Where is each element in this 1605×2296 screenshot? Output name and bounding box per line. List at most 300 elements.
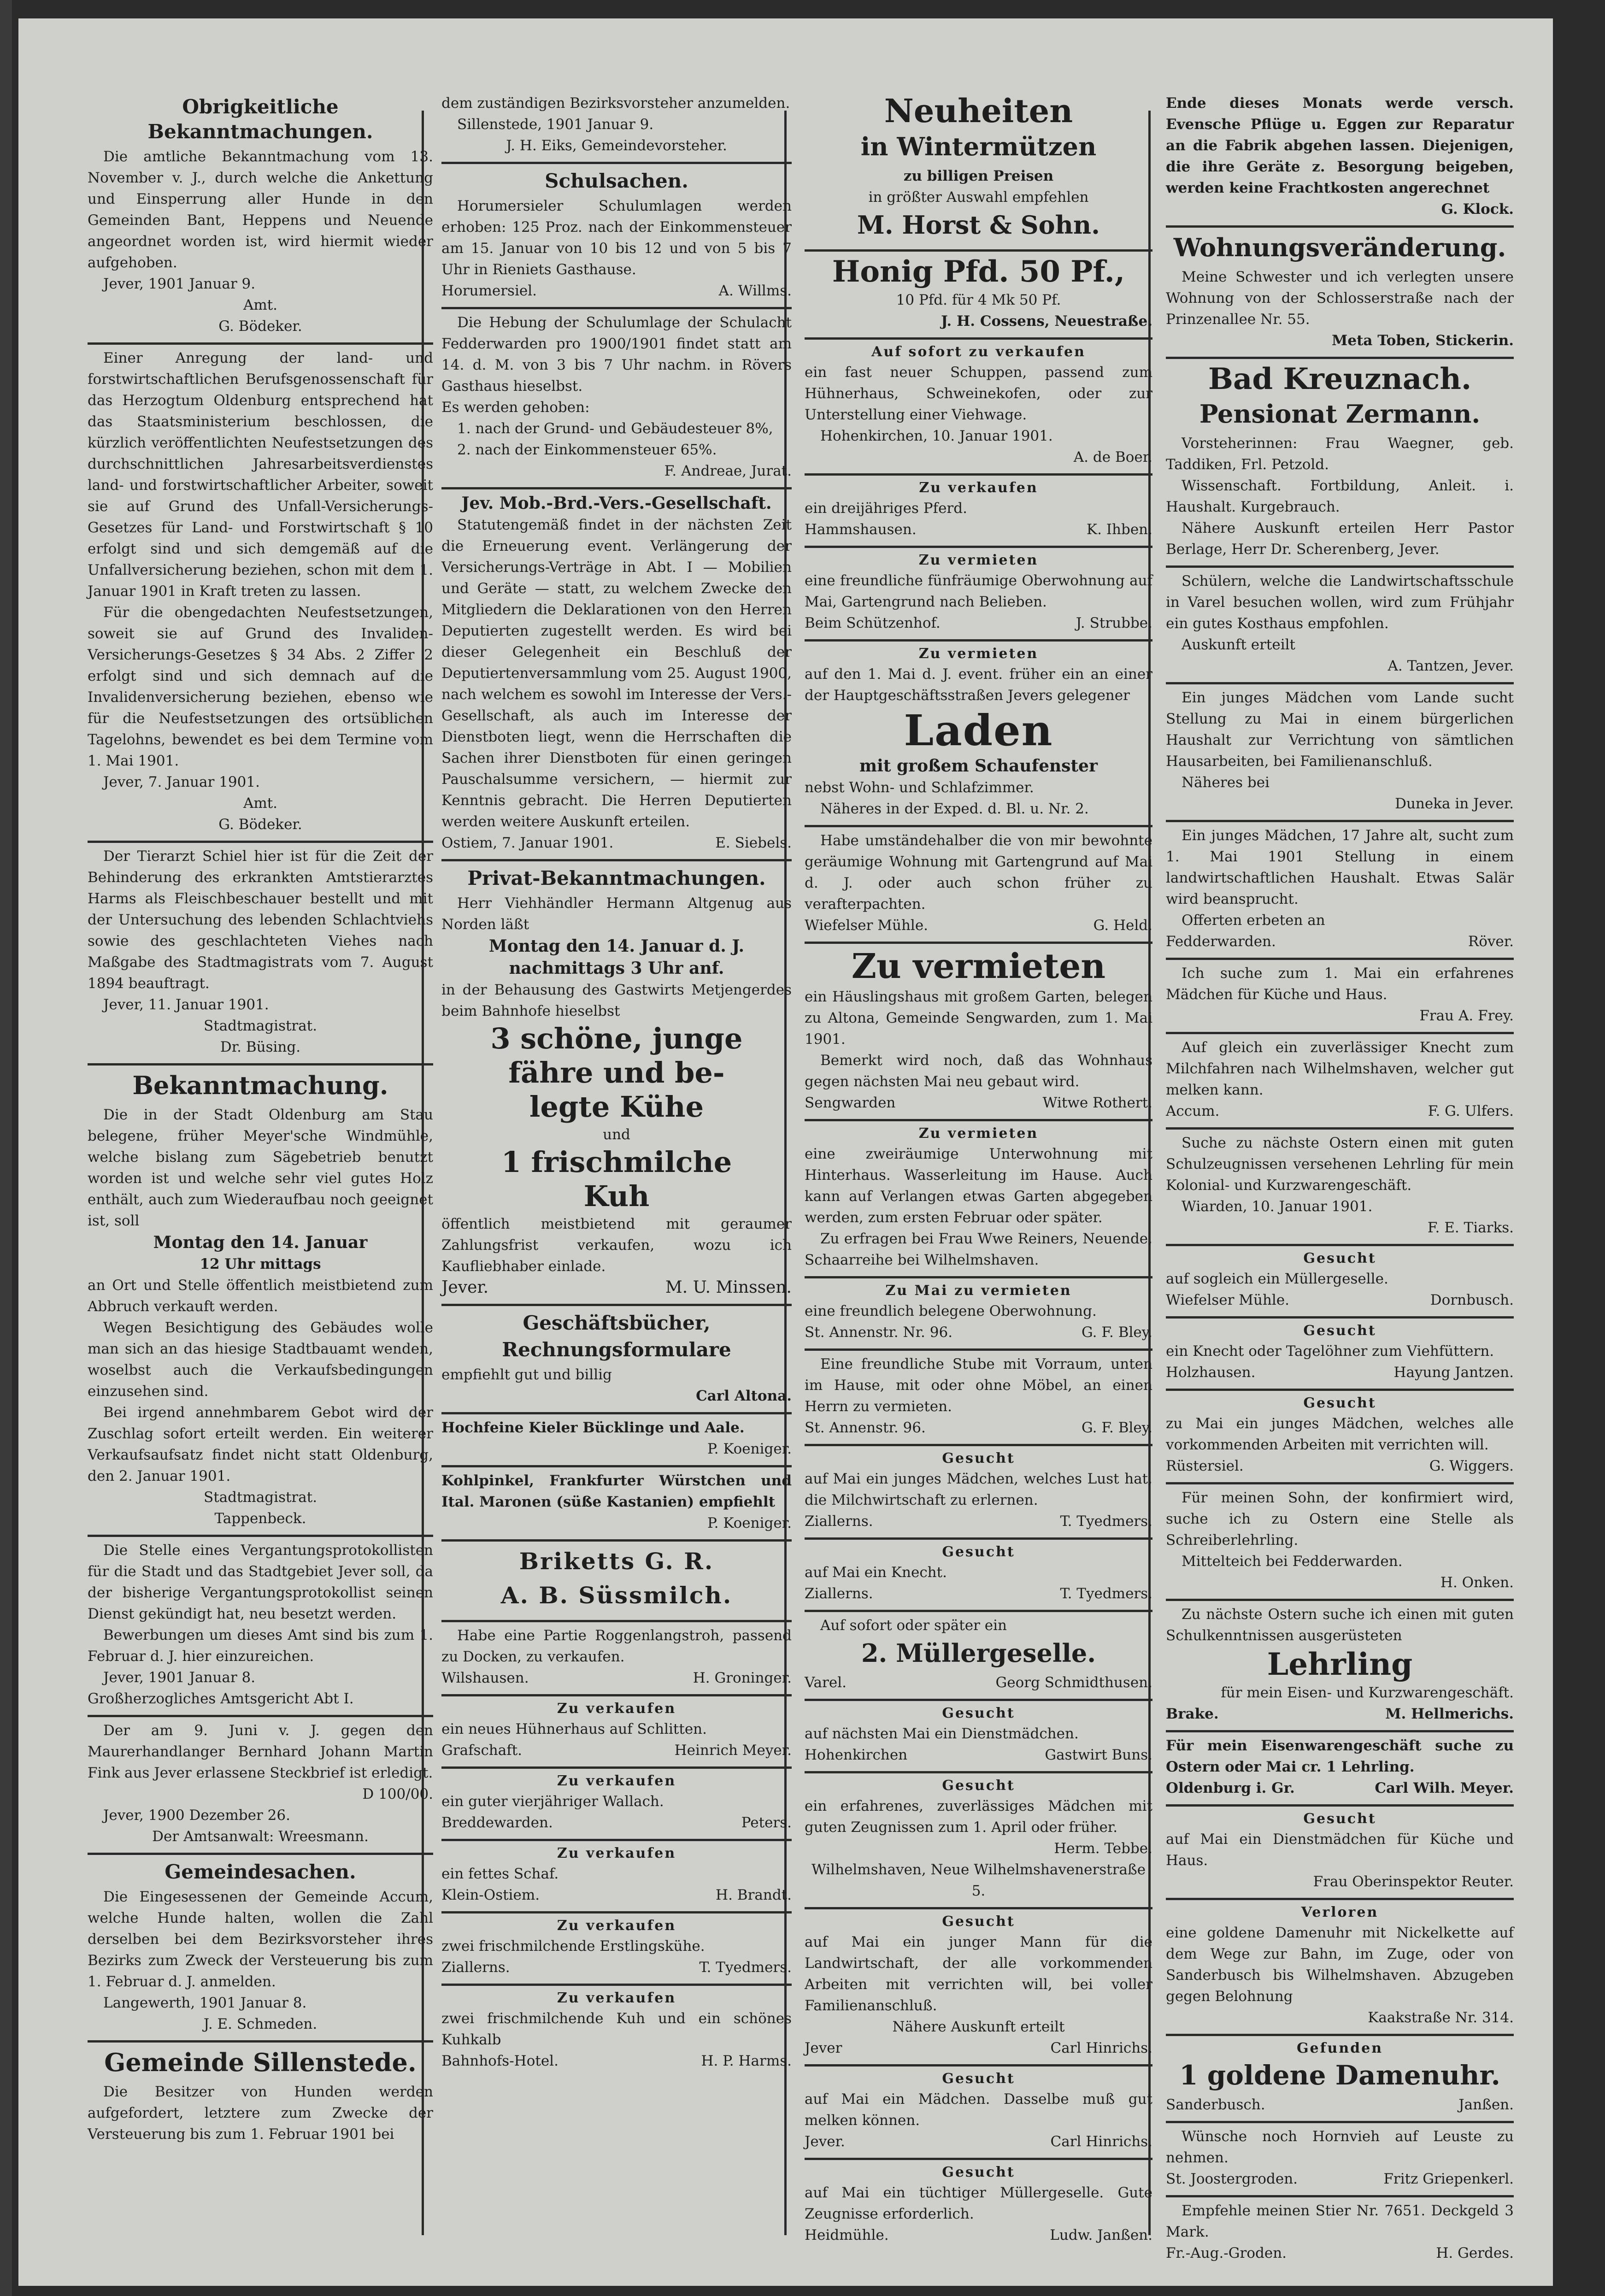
notice-dogs <box>88 90 433 342</box>
ad-seeking-position <box>1166 682 1514 820</box>
headline: Kuh <box>583 1179 650 1213</box>
sign-name: H. Brandt. <box>716 1887 792 1903</box>
ad-winter-hats <box>805 90 1152 249</box>
ad-signature: Herm. Tebbe. <box>1054 1840 1152 1857</box>
sign-place: Holzhausen. <box>1166 1364 1256 1381</box>
sign-place: Beim Schützenhof. <box>805 615 941 631</box>
sign-line <box>441 1277 792 1298</box>
ad-heading: Gesucht <box>942 2071 1015 2087</box>
ad-maid-wanted <box>1166 958 1514 1032</box>
ad-heading: Zu vermieten <box>918 646 1039 662</box>
sign-place: Sengwarden <box>805 1095 896 1111</box>
ad-sale <box>441 1766 792 1839</box>
notice-sillenstede <box>88 2040 433 2150</box>
ad-text: Wünsche noch Hornvieh auf Leuste zu nehmen. <box>1166 2128 1514 2166</box>
ad-heading: Gesucht <box>942 1913 1015 1930</box>
sign-line <box>1166 1778 1514 1799</box>
ad-text: ein fettes Schaf. <box>441 1866 559 1882</box>
notice-signature: Tappenbeck. <box>214 1510 306 1527</box>
sign-line <box>441 1957 792 1978</box>
section-title: Jev. Mob.-Brd.-Vers.-Gesellschaft. <box>461 494 772 513</box>
ad-heading: Verloren <box>1301 1904 1379 1920</box>
auction-date: Montag den 14. Januar <box>153 1233 368 1252</box>
ad-text: Zu nächste Ostern suche ich einen mit guten Schulkenntnissen ausgerüsteten <box>1166 1606 1514 1644</box>
sign-name: J. Strubbe. <box>1076 615 1152 631</box>
ad-wanted <box>805 1699 1152 1771</box>
sign-name: T. Tyedmers. <box>699 1959 792 1976</box>
ad-text: zwei frischmilchende Kuh und ein schönes Kuhkalb <box>441 2010 792 2048</box>
ad-heading: Gefunden <box>1296 2040 1383 2056</box>
sign-name: T. Tyedmers. <box>1060 1513 1152 1530</box>
ad-heading: Zu verkaufen <box>557 1990 676 2006</box>
notice-date: Jever, 7. Januar 1901. <box>103 774 260 790</box>
levy-item: 1. nach der Grund- und Gebäudesteuer 8%, <box>457 420 773 437</box>
ad-text: eine freundlich belegene Oberwohnung. <box>805 1303 1097 1319</box>
sign-name: H. Groninger. <box>693 1670 792 1686</box>
sign-name: Peters. <box>741 1814 792 1831</box>
ad-wanted <box>805 1537 1152 1610</box>
headline: A. B. Süssmilch. <box>500 1582 733 1609</box>
ad-sale <box>441 1694 792 1766</box>
section-title: Gemeinde Sillenstede. <box>104 2048 417 2077</box>
ad-apprentice-oldenburg <box>1166 1730 1514 1804</box>
notice-protocol <box>88 1535 433 1715</box>
notice-signature: J. H. Eiks, Gemeindevorsteher. <box>506 137 727 154</box>
ad-heading: Zu verkaufen <box>557 1701 676 1717</box>
ad-straw <box>441 1620 792 1694</box>
notice-text: Die amtliche Bekanntmachung vom 13. November v. J., durch welche die Ankettung und Einsperrung aller Hunde in den Gemeinden Bant, Heppens und Neuende angeordnet worden ist, wird hiermit wieder aufgehoben. <box>88 148 433 271</box>
ad-books <box>441 1304 792 1412</box>
ad-wanted <box>1166 1804 1514 1898</box>
auction-date: Montag den 14. Januar d. J. <box>488 936 745 956</box>
notice-insurance <box>88 342 433 841</box>
ad-heading: Zu verkaufen <box>557 1773 676 1789</box>
conjunction: und <box>603 1126 630 1143</box>
ad-text: in größter Auswahl empfehlen <box>868 189 1089 206</box>
ad-lower-flat <box>805 1119 1152 1276</box>
headline: mit großem Schaufenster <box>859 756 1098 776</box>
headline: 1 goldene Damenuhr. <box>1179 2060 1500 2091</box>
headline: Laden <box>904 706 1053 755</box>
ad-text: Zu erfragen bei Frau Wwe Reiners, Neuende, Schaarreihe bei Wilhelmshaven. <box>805 1230 1152 1268</box>
ad-signature: Frau Oberinspektor Reuter. <box>1313 1873 1514 1890</box>
sign-line <box>805 1511 1152 1532</box>
headline: Neuheiten <box>884 92 1073 130</box>
notice-windmill <box>88 1063 433 1535</box>
ad-text: eine freundliche fünfräumige Oberwohnung auf Mai, Gartengrund nach Belieben. <box>805 572 1152 610</box>
ad-sale <box>441 1839 792 1911</box>
notice-signature: Dr. Büsing. <box>220 1039 301 1055</box>
sign-line <box>441 1884 792 1906</box>
ad-text: auf Mai ein junger Mann für die Landwirtschaft, der alle vorkommenden Arbeiten mit verrichten will, bei voller Familienanschluß. <box>805 1934 1152 2014</box>
sign-place: Ziallerns. <box>441 1959 510 1976</box>
notice-signature: Der Amtsanwalt: Wreesmann. <box>152 1828 369 1845</box>
ad-text: eine zweiräumige Unterwohnung mit Hinterhaus. Wasserleitung im Hause. Auch kann auf Verlangen etwas Garten abgegeben werden, zum ersten Februar oder später. <box>805 1146 1152 1226</box>
notice-warrant <box>88 1715 433 1853</box>
sign-name: G. F. Bley. <box>1081 1324 1152 1341</box>
notice-veterinarian <box>88 841 433 1063</box>
auction-time: 12 Uhr mittags <box>200 1256 321 1272</box>
ad-text: Nähere Auskunft erteilt <box>892 2019 1065 2035</box>
headline: Geschäftsbücher, <box>523 1312 711 1334</box>
sign-place: Horumersiel. <box>441 283 537 299</box>
headline: Wohnungsveränderung. <box>1173 233 1506 262</box>
ad-text: ein Häuslingshaus mit großem Garten, belegen zu Altona, Gemeinde Sengwarden, zum 1. Mai 1901. <box>805 989 1152 1048</box>
ad-sausages <box>441 1465 792 1539</box>
ad-text: Nähere Auskunft erteilen Herr Pastor Berlage, Herr Dr. Scherenberg, Jever. <box>1166 520 1514 558</box>
sign-name: K. Ihben. <box>1086 521 1152 538</box>
sign-line <box>1166 1362 1514 1383</box>
headline: Honig Pfd. 50 Pf., <box>832 254 1125 289</box>
notice-text: Es werden gehoben: <box>441 399 590 416</box>
sign-line <box>805 1672 1152 1693</box>
ad-text: ein fast neuer Schuppen, passend zum Hühnerhaus, Schweinekofen, oder zur Unterstellung einer Viehwage. <box>805 364 1152 423</box>
ad-firm: M. Horst & Sohn. <box>857 210 1100 240</box>
sign-place: Varel. <box>805 1674 847 1691</box>
notice-text: Die in der Stadt Oldenburg am Stau belegene, früher Meyer'sche Windmühle, welche bislang zum Sägebetrieb benutzt worden ist und welche sehr viel gutes Holz enthält, auch zum Wiederaufbau noch geeignet ist, soll <box>88 1107 433 1229</box>
notice-school-levy <box>441 307 792 487</box>
ad-shop <box>805 639 1152 825</box>
ad-signature: P. Koeniger. <box>707 1441 792 1457</box>
headline: 2. Müllergeselle. <box>861 1638 1096 1668</box>
ad-signature: Kaakstraße Nr. 314. <box>1368 2009 1514 2026</box>
notice-office: Amt. <box>243 297 278 313</box>
sign-name: Carl Hinrichs. <box>1050 2040 1152 2056</box>
sign-place: Jever. <box>441 1278 489 1297</box>
notice-text: Bewerbungen um dieses Amt sind bis zum 1. Februar d. J. hier einzureichen. <box>88 1627 433 1665</box>
ad-apprentice <box>1166 1127 1514 1244</box>
ad-text: auf den 1. Mai d. J. event. früher ein an einer der Hauptgeschäftsstraßen Jevers gelegener <box>805 666 1152 704</box>
ad-wanted <box>1166 1389 1514 1482</box>
notice-text: Der am 9. Juni v. J. gegen den Maurerhandlanger Bernhard Johann Martin Fink aus Jever erlassene Steckbrief ist erledigt. <box>88 1722 433 1781</box>
sign-place: Bahnhofs-Hotel. <box>441 2053 559 2069</box>
ad-heading: Gesucht <box>942 1544 1015 1560</box>
ad-text: Ein junges Mädchen vom Lande sucht Stellung zu Mai in einem bürgerlichen Haushalt zur Verrichtung von sämtlichen Hausarbeiten, bei Familienanschluß. <box>1166 689 1514 770</box>
ad-text: ein guter vierjähriger Wallach. <box>441 1793 664 1810</box>
column-2 <box>441 90 792 2244</box>
notice-text: Einer Anregung der land- und forstwirtschaftlichen Berufsgenossenschaft für das Herzogtum Oldenburg entsprechend hat das Staatsministerium beschlossen, die kürzlich veröffentlichten Neufestsetzungen des durchschnittlichen Jahresarbeitsverdienstes land- und forstwirtschaftlicher Arbeiter, soweit sie auf Grund des Unfall-Versicherungs-Gesetzes für Land- und Forstwirtschaft § 10 erfolgt sind und sich demgemäß auf die Unfallversicherung beziehen, schon mit dem 1. Januar 1901 in Kraft treten zu lassen. <box>88 350 433 600</box>
notice-text: Wegen Besichtigung des Gebäudes wolle man sich an das hiesige Stadtbauamt wenden, woselbst auch die Verkaufsbedingungen einzusehen sind. <box>88 1319 433 1400</box>
ad-text: Schülern, welche die Landwirtschaftsschule in Varel besuchen wollen, wird zum Frühjahr ein gutes Kosthaus empfohlen. <box>1166 573 1514 632</box>
newspaper-page <box>18 18 1553 2286</box>
ad-signature: Duneka in Jever. <box>1395 795 1514 812</box>
ad-heading: Zu vermieten <box>918 552 1039 568</box>
sign-line <box>441 832 792 854</box>
ad-heading: Gesucht <box>942 1778 1015 1794</box>
notice-text: Für die obengedachten Neufestsetzungen, soweit sie auf Grund des Invaliden-Versicherungs-Gesetzes § 34 Abs. 2 Ziffer 2 erfolgt sind und sich demnach auf die Invalidenversicherung beziehen, ebenso wie für die Neufestsetzungen des ortsüblichen Tagelohns, bewendet es bei dem Termine vom 1. Mai 1901. <box>88 604 433 769</box>
ad-text: auf nächsten Mai ein Dienstmädchen. <box>805 1725 1079 1742</box>
ad-text: Empfehle meinen Stier Nr. 7651. Deckgeld 3 Mark. <box>1166 2202 1514 2240</box>
ad-text: auf sogleich ein Müllergeselle. <box>1166 1271 1388 1287</box>
ad-lost <box>1166 1898 1514 2034</box>
notice-cattle-auction <box>441 859 792 1304</box>
ad-miller <box>805 1610 1152 1699</box>
headline: legte Kühe <box>529 1090 704 1124</box>
sign-place: Breddewarden. <box>441 1814 553 1831</box>
notice-text: Bei irgend annehmbarem Gebot wird der Zuschlag sofort erteilt werden. Ein weiterer Verkaufsaufsatz findet nicht statt Oldenburg, den 2. Januar 1901. <box>88 1404 433 1484</box>
sign-line <box>441 280 792 301</box>
ad-signature: G. Klock. <box>1441 201 1514 218</box>
ad-place: Mittelteich bei Fedderwarden. <box>1182 1553 1403 1570</box>
ad-shed <box>805 337 1152 473</box>
ad-text: Näheres bei <box>1182 774 1270 791</box>
notice-date: Jever, 1901 Januar 8. <box>103 1669 256 1686</box>
section-title: Obrigkeitliche Bekanntmachungen. <box>147 95 373 143</box>
notice-reference: D 100/00. <box>362 1786 433 1802</box>
ad-text: Habe eine Partie Roggenlangstroh, passend zu Docken, zu verkaufen. <box>441 1627 792 1665</box>
sign-place: Wiefelser Mühle. <box>1166 1292 1290 1308</box>
ad-text: Kohlpinkel, Frankfurter Würstchen und Ital. Maronen (süße Kastanien) empfiehlt <box>441 1472 792 1510</box>
sign-place: Hohenkirchen <box>805 1747 908 1763</box>
sign-line <box>805 2131 1152 2152</box>
sign-line <box>1166 1101 1514 1122</box>
ad-text: für mein Eisen- und Kurzwarengeschäft. <box>1221 1684 1514 1701</box>
notice-date: Jever, 11. Januar 1901. <box>103 996 269 1013</box>
notice-signature: J. E. Schmeden. <box>203 2016 317 2032</box>
ad-text: zu Mai ein junges Mädchen, welches alle vorkommenden Arbeiten mit verrichten will. <box>1166 1415 1514 1453</box>
sign-line <box>1166 2094 1514 2115</box>
notice-office: Stadtmagistrat. <box>203 1489 317 1506</box>
ad-apartment <box>805 546 1152 639</box>
ad-signature: A. de Boer. <box>1073 449 1152 465</box>
ad-upper-flat <box>805 1276 1152 1348</box>
headline: Lehrling <box>1267 1646 1413 1682</box>
headline: 1 frischmilche <box>501 1145 732 1179</box>
ad-apprentice-hardware <box>1166 1599 1514 1730</box>
ad-heading: Gesucht <box>1303 1250 1376 1266</box>
ad-text: Hochfeine Kieler Bücklinge und Aale. <box>441 1419 745 1436</box>
notice-text: Die Stelle eines Vergantungsprotokollisten für die Stadt und das Stadtgebiet Jever soll, da der bisherige Vergantungsprotokollist seinen Dienst gekündigt hat, neu besetzt werden. <box>88 1542 433 1622</box>
ad-wanted <box>805 1444 1152 1537</box>
sign-line <box>805 2037 1152 2059</box>
ad-briquettes <box>441 1539 792 1620</box>
ad-text: eine goldene Damenuhr mit Nickelkette auf dem Wege zur Bahn, im Zuge, oder von Sanderbusch bis Wilhelmshaven. Abzugeben gegen Belohnung <box>1166 1925 1514 2005</box>
ad-boarding-school <box>1166 357 1514 565</box>
sign-place: Ziallerns. <box>805 1585 873 1602</box>
ad-wanted <box>1166 1316 1514 1389</box>
sign-name: F. G. Ulfers. <box>1428 1103 1514 1119</box>
sign-place: Ostiem, 7. Januar 1901. <box>441 835 614 851</box>
notice-date: Jever, 1900 Dezember 26. <box>103 1807 290 1824</box>
sign-line <box>805 2225 1152 2246</box>
ad-place: Wilhelmshaven, Neue Wilhelmshavenerstraße 5. <box>811 1861 1146 1899</box>
ad-sale <box>441 1911 792 1984</box>
sign-place: Wilshausen. <box>441 1670 529 1686</box>
sign-line <box>805 1417 1152 1438</box>
section-title: Schulsachen. <box>545 170 688 192</box>
ad-text: empfiehlt gut und billig <box>441 1366 612 1383</box>
sign-name: Röver. <box>1468 933 1514 950</box>
sign-name: E. Siebels. <box>715 835 792 851</box>
notice-signature: F. Andreae, Jurat. <box>664 463 792 479</box>
sign-name: M. Hellmerichs. <box>1385 1706 1514 1722</box>
sign-line <box>1166 1703 1514 1725</box>
ad-wanted <box>805 1907 1152 2064</box>
headline: Briketts G. R. <box>519 1548 714 1575</box>
notice-office: Stadtmagistrat. <box>203 1018 317 1034</box>
scan-edge <box>0 0 12 2296</box>
column-3 <box>805 90 1152 2244</box>
ad-text: Eine freundliche Stube mit Vorraum, unten im Hause, mit oder ohne Möbel, an einen Herrn zu vermieten. <box>805 1356 1152 1415</box>
ad-heading: Gesucht <box>1303 1323 1376 1339</box>
sign-place: Jever <box>805 2040 842 2056</box>
ad-text: Auf sofort oder später ein <box>820 1617 1007 1634</box>
ad-text: auf Mai ein Dienstmädchen für Küche und Haus. <box>1166 1831 1514 1869</box>
sign-name: A. Willms. <box>718 283 792 299</box>
notice-text: öffentlich meistbietend mit geraumer Zahlungsfrist verkaufen, wozu ich Kaufliebhaber einlade. <box>441 1216 792 1275</box>
sign-line <box>1166 1455 1514 1477</box>
ad-text: Ein junges Mädchen, 17 Jahre alt, sucht zum 1. Mai 1901 Stellung in einem landwirtschaftlichen Haushalt. Etwas Salär wird beansprucht. <box>1166 827 1514 907</box>
sign-name: Witwe Rothert. <box>1042 1095 1152 1111</box>
sign-line <box>805 1092 1152 1113</box>
headline: 3 schöne, junge <box>490 1022 743 1055</box>
ad-text: ein dreijähriges Pferd. <box>805 500 967 517</box>
sign-line <box>805 519 1152 540</box>
sign-name: Gastwirt Buns. <box>1045 1747 1152 1763</box>
ad-son-position <box>1166 1482 1514 1599</box>
ad-text: Offerten erbeten an <box>1182 912 1325 929</box>
notice-text: in der Behausung des Gastwirts Metjengerdes beim Bahnhofe hieselbst <box>441 982 792 1019</box>
ad-text: zu billigen Preisen <box>903 168 1054 184</box>
sign-line <box>441 1812 792 1833</box>
levy-item: 2. nach der Einkommensteuer 65%. <box>457 442 717 458</box>
ad-text: ein Knecht oder Tagelöhner zum Viehfüttern. <box>1166 1343 1494 1360</box>
section-title: Gemeindesachen. <box>165 1860 356 1883</box>
ad-signature: H. Onken. <box>1440 1574 1514 1591</box>
sign-name: G. Wiggers. <box>1429 1458 1514 1474</box>
ad-text: Ich suche zum 1. Mai ein erfahrenes Mädchen für Küche und Haus. <box>1166 965 1514 1003</box>
notice-signature: Großherzogliches Amtsgericht Abt I. <box>88 1690 354 1707</box>
sign-place: Jever. <box>805 2133 845 2150</box>
notice-fire-insurance <box>441 487 792 859</box>
sign-name: T. Tyedmers. <box>1060 1585 1152 1602</box>
ad-wanted <box>1166 1244 1514 1316</box>
sign-place: St. Annenstr. 96. <box>805 1419 926 1436</box>
ad-horse <box>805 473 1152 546</box>
notice-text: Statutengemäß findet in der nächsten Zeit die Erneuerung event. Verlängerung der Versicherungs-Verträge in Abt. I — Mobilien und Geräte — statt, zu welchem Zwecke den Mitgliedern die Deklarationen von den Herren Deputierten zugestellt werden. Es wird bei dieser Gelegenheit ein Beschluß der Deputiertenversammlung vom 25. August 1900, nach welchem es sowohl im Interesse der Vers.-Gesellschaft, als auch im Interesse der Dienstboten liegt, wenn die Herrschaften die Sachen ihrer Dienstboten für einen geringen Pauschalsumme versichern, — hiermit zur Kenntnis gebracht. Die Herren Deputierten werden weitere Auskunft erteilen. <box>441 517 792 830</box>
ad-room <box>805 1348 1152 1444</box>
ad-text: Suche zu nächste Ostern einen mit guten Schulzeugnissen versehenen Lehrling für mein Kolonial- und Kurzwarengeschäft. <box>1166 1135 1514 1194</box>
sign-name: H. P. Harms. <box>701 2053 792 2069</box>
ad-honey <box>805 249 1152 337</box>
sign-line <box>441 1740 792 1761</box>
notice-date: Sillenstede, 1901 Januar 9. <box>457 116 654 133</box>
sign-line <box>441 2050 792 2072</box>
ad-seeking-position <box>1166 820 1514 958</box>
ad-text: ein neues Hühnerhaus auf Schlitten. <box>441 1721 707 1737</box>
notice-signature: G. Bödeker. <box>218 816 302 833</box>
sign-name: Carl Wilh. Meyer. <box>1375 1780 1514 1796</box>
ad-text: Wissenschaft. Fortbildung, Anleit. i. Haushalt. Kurgebrauch. <box>1166 477 1514 515</box>
notice-date: Langewerth, 1901 Januar 8. <box>103 1995 307 2011</box>
headline: Zu vermieten <box>851 947 1106 986</box>
ad-signature: Carl Altona. <box>696 1388 792 1404</box>
ad-heading: Zu verkaufen <box>557 1845 676 1861</box>
ad-signature: Frau A. Frey. <box>1419 1007 1514 1024</box>
ad-ploughs <box>1166 90 1514 225</box>
ad-text: ein erfahrenes, zuverlässiges Mädchen mit guten Zeugnissen zum 1. April oder früher. <box>805 1798 1152 1836</box>
sign-line <box>805 612 1152 634</box>
notice-text: an Ort und Stelle öffentlich meistbietend zum Abbruch verkauft werden. <box>88 1277 433 1315</box>
ad-heading: Zu verkaufen <box>919 480 1038 496</box>
sign-place: St. Annenstr. Nr. 96. <box>805 1324 953 1341</box>
sign-line <box>805 1583 1152 1604</box>
ad-heading: Zu verkaufen <box>557 1918 676 1934</box>
ad-signature: P. Koeniger. <box>707 1515 792 1531</box>
sign-place: Sanderbusch. <box>1166 2096 1265 2113</box>
notice-text: Horumersieler Schulumlagen werden erhoben: 125 Proz. nach der Einkommensteuer am 15. Januar von 10 bis 12 und von 5 bis 7 Uhr in Rieniets Gasthause. <box>441 198 792 278</box>
ad-heading: Gesucht <box>942 1450 1015 1466</box>
notice-text: Die Eingesessenen der Gemeinde Accum, welche Hunde halten, wollen die Zahl derselben bei dem Bezirksvorsteher ihres Bezirks zum Zweck der Versteuerung bis zum 1. Februar d. J. anmelden. <box>88 1889 433 1990</box>
notice-signature: G. Bödeker. <box>218 318 302 335</box>
ad-heading: Gesucht <box>1303 1395 1376 1411</box>
ad-signature: A. Tantzen, Jever. <box>1387 658 1514 674</box>
ad-fish <box>441 1412 792 1465</box>
headline: in Wintermützen <box>860 132 1097 161</box>
sign-line <box>805 1322 1152 1343</box>
sign-name: G. F. Bley. <box>1081 1419 1152 1436</box>
ad-signature: Meta Toben, Stickerin. <box>1332 332 1514 349</box>
section-title: Bekanntmachung. <box>132 1071 388 1100</box>
section-title: Privat-Bekanntmachungen. <box>467 867 766 889</box>
ad-text: Näheres in der Exped. d. Bl. u. Nr. 2. <box>820 801 1089 817</box>
ad-text: auf Mai ein Knecht. <box>805 1564 947 1581</box>
headline: fähre und be- <box>508 1056 725 1089</box>
sign-name: Georg Schmidthusen. <box>995 1674 1152 1691</box>
sign-name: Hayung Jantzen. <box>1393 1364 1514 1381</box>
ad-text: Bemerkt wird noch, daß das Wohnhaus gegen nächsten Mai neu gebaut wird. <box>805 1052 1152 1090</box>
ad-cattle-grazing <box>1166 2121 1514 2195</box>
sign-line <box>1166 931 1514 952</box>
sign-place: Ziallerns. <box>805 1513 873 1530</box>
headline: Rechnungsformulare <box>502 1338 731 1361</box>
sign-place: Fr.-Aug.-Groden. <box>1166 2245 1287 2261</box>
notice-school <box>441 162 792 307</box>
sign-line <box>441 1667 792 1689</box>
notice-text: Die Hebung der Schulumlage der Schulacht Fedderwarden pro 1900/1901 findet statt am 14. d. M. von 3 bis 7 Uhr nachm. in Rövers Gasthaus hieselbst. <box>441 314 792 394</box>
sign-place: Grafschaft. <box>441 1742 523 1759</box>
ad-text: auf Mai ein Mädchen. Dasselbe muß gut melken können. <box>805 2091 1152 2129</box>
ad-heading: Auf sofort zu verkaufen <box>871 344 1086 360</box>
notice-municipal <box>88 1853 433 2040</box>
ad-text: Habe umständehalber die von mir bewohnte geräumige Wohnung mit Gartengrund auf Mai d. J. oder auch schon früher zu verafterpachten. <box>805 832 1152 913</box>
ad-house <box>805 942 1152 1119</box>
sign-place: Accum. <box>1166 1103 1220 1119</box>
ad-heading: Zu Mai zu vermieten <box>885 1283 1072 1299</box>
ad-found <box>1166 2034 1514 2121</box>
notice-text: Die Besitzer von Hunden werden aufgefordert, letztere zum Zwecke der Versteuerung bis zum 1. Februar 1901 bei <box>88 2084 433 2143</box>
ad-place: Hohenkirchen, 10. Januar 1901. <box>820 428 1053 444</box>
ad-wanted <box>805 1771 1152 1907</box>
sign-line <box>805 1744 1152 1766</box>
sign-place: Rüstersiel. <box>1166 1458 1244 1474</box>
notice-office: Amt. <box>243 795 278 812</box>
ad-text: Vorsteherinnen: Frau Waegner, geb. Taddiken, Frl. Petzold. <box>1166 435 1514 473</box>
ad-text: auf Mai ein junges Mädchen, welches Lust hat, die Milchwirtschaft zu erlernen. <box>805 1471 1152 1508</box>
sign-name: Janßen. <box>1458 2096 1514 2113</box>
ad-sale <box>441 1984 792 2077</box>
ad-text: 10 Pfd. für 4 Mk 50 Pf. <box>896 292 1061 308</box>
sign-name: Ludw. Janßen. <box>1050 2227 1152 2243</box>
sign-line <box>805 915 1152 936</box>
ad-heading: Gesucht <box>942 2164 1015 2180</box>
ad-text: Auf gleich ein zuverlässiger Knecht zum Milchfahren nach Wilhelmshaven, welcher gut melken kann. <box>1166 1039 1514 1098</box>
ad-text: auf Mai ein tüchtiger Müllergeselle. Gute Zeugnisse erforderlich. <box>805 2184 1152 2222</box>
sign-name: Heinrich Meyer. <box>674 1742 792 1759</box>
sign-name: Fritz Griepenkerl. <box>1383 2171 1514 2187</box>
column-1 <box>88 90 433 2244</box>
ad-moving <box>1166 225 1514 357</box>
